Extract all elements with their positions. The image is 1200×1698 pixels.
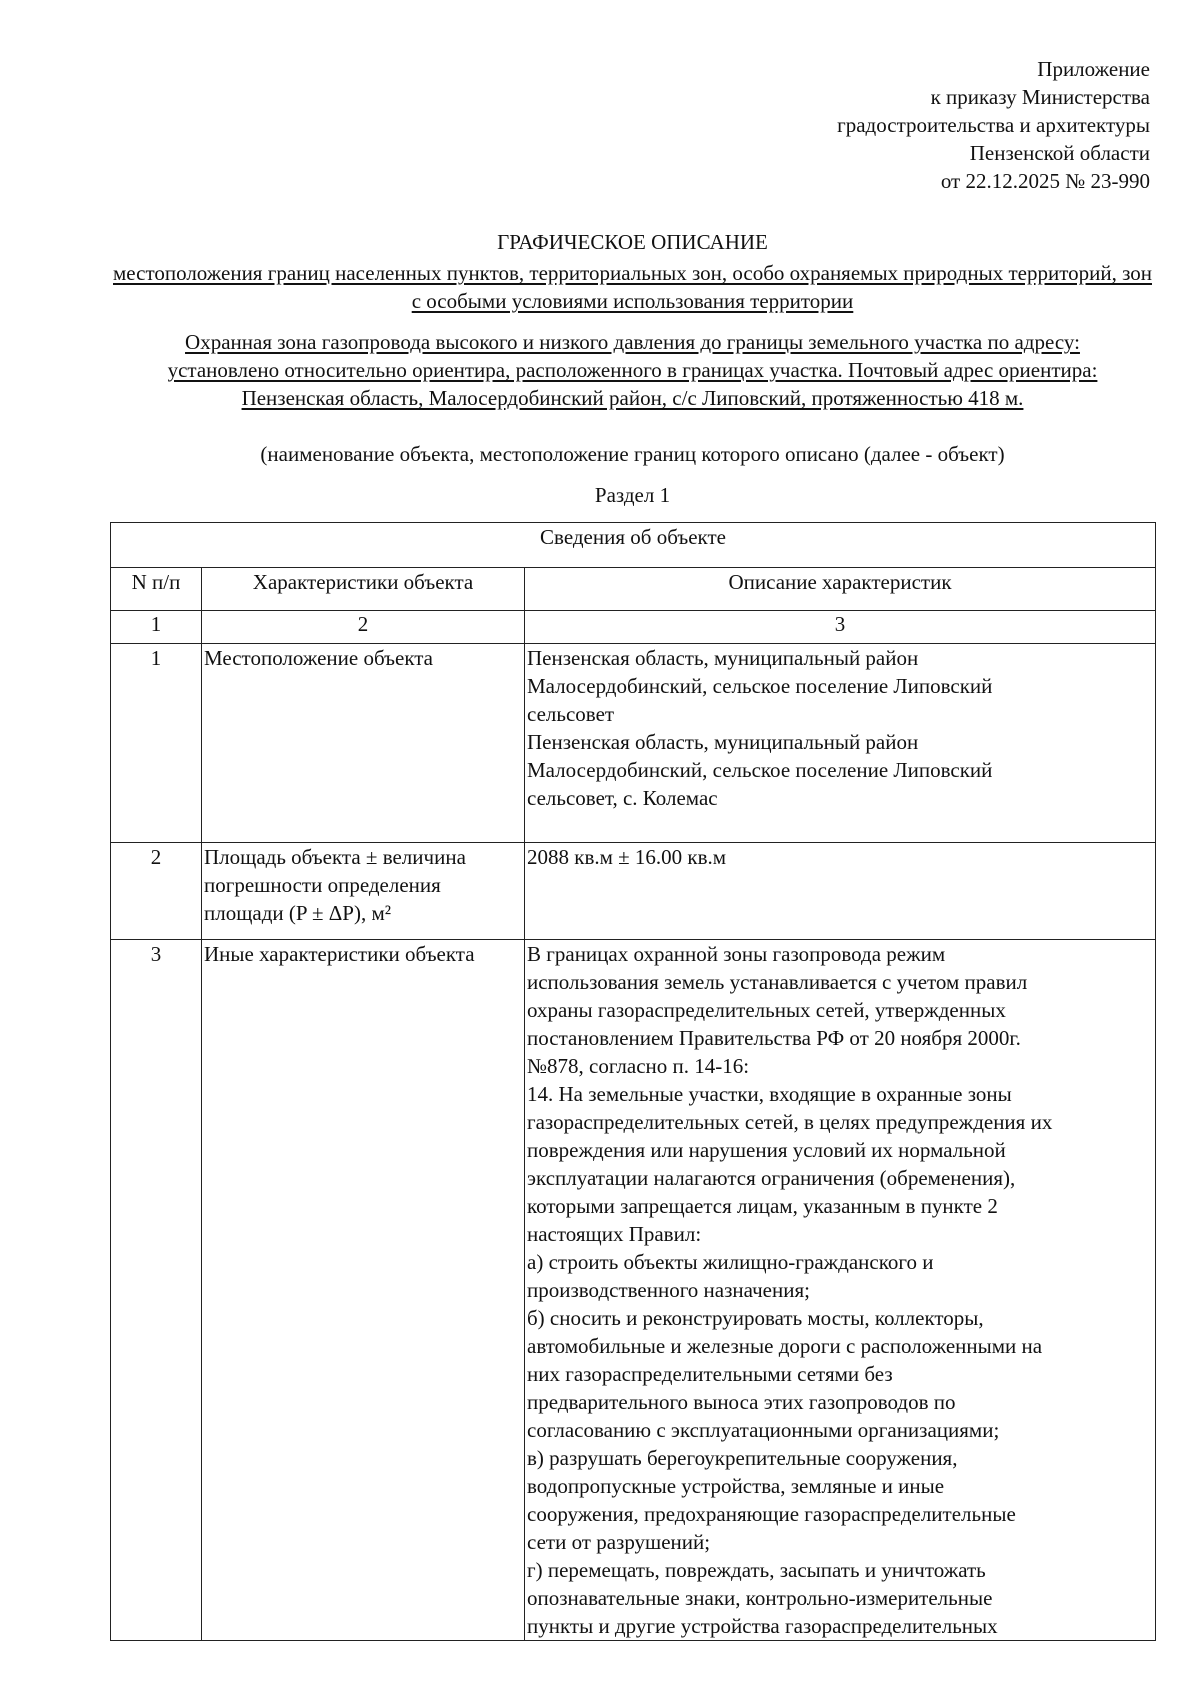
description-line: 2088 кв.м ± 16.00 кв.м (527, 845, 727, 869)
description-line: б) сносить и реконструировать мосты, коллекторы, (527, 1306, 984, 1330)
appendix-block (837, 55, 1150, 195)
description-line: производственного назначения; (527, 1278, 810, 1302)
description-line: В границах охранной зоны газопровода режим (527, 942, 946, 966)
appendix-line: Пензенской области (969, 141, 1150, 165)
row-description (525, 940, 1156, 1641)
description-line: использования земель устанавливается с учетом правил (527, 970, 1028, 994)
column-number: 1 (111, 611, 202, 644)
description-line: водопропускные устройства, земляные и иные (527, 1474, 945, 1498)
description-line: сооружения, предохраняющие газораспределительные (527, 1502, 1016, 1526)
column-number: 2 (202, 611, 525, 644)
description-line: Пензенская область, муниципальный район (527, 730, 919, 754)
description-line: г) перемещать, повреждать, засыпать и уничтожать (527, 1558, 986, 1582)
description-line: Пензенская область, муниципальный район (527, 646, 919, 670)
document-subtitle: местоположения границ населенных пунктов, территориальных зон, особо охраняемых природных территорий, зон с особыми условиями использования территории (113, 261, 1152, 313)
section-label: Раздел 1 (594, 483, 671, 507)
description-line: в) разрушать берегоукрепительные сооружения, (527, 1446, 958, 1470)
row-characteristic: Иные характеристики объекта (202, 940, 525, 1641)
table-header-row (111, 568, 1156, 611)
description-line: охраны газораспределительных сетей, утвержденных (527, 998, 1006, 1022)
description-line: сети от разрушений; (527, 1530, 711, 1554)
row-number: 3 (111, 940, 202, 1641)
description-line: Малосердобинский, сельское поселение Липовский (527, 758, 993, 782)
characteristic-line: площади (P ± ΔP), м² (204, 901, 392, 925)
header-number: N п/п (111, 568, 202, 611)
description-line: эксплуатации налагаются ограничения (обременения), (527, 1166, 1016, 1190)
description-line: сельсовет, с. Колемас (527, 786, 718, 810)
row-description (525, 644, 1156, 843)
row-characteristic (202, 843, 525, 940)
appendix-line: от 22.12.2025 № 23-990 (940, 169, 1150, 193)
table-row (111, 644, 1156, 843)
column-number-row (111, 611, 1156, 644)
description-line: №878, согласно п. 14-16: (527, 1054, 750, 1078)
description-line: предварительного выноса этих газопроводов по (527, 1390, 956, 1414)
table-caption: Сведения об объекте (111, 523, 1156, 568)
description-line: сельсовет (527, 702, 615, 726)
header-characteristic: Характеристики объекта (202, 568, 525, 611)
row-number: 2 (111, 843, 202, 940)
appendix-line: к приказу Министерства (930, 85, 1150, 109)
row-description (525, 843, 1156, 940)
description-line: 14. На земельные участки, входящие в охранные зоны (527, 1082, 1012, 1106)
appendix-line: Приложение (1037, 57, 1150, 81)
header-description: Описание характеристик (525, 568, 1156, 611)
characteristic-line: Площадь объекта ± величина (204, 845, 466, 869)
description-line: автомобильные и железные дороги с расположенными на (527, 1334, 1043, 1358)
description-line: них газораспределительными сетями без (527, 1362, 893, 1386)
description-line: пункты и другие устройства газораспределительных (527, 1614, 998, 1638)
column-number: 3 (525, 611, 1156, 644)
description-line: которыми запрещается лицам, указанным в пункте 2 (527, 1194, 998, 1218)
description-line: повреждения или нарушения условий их нормальной (527, 1138, 1006, 1162)
object-info-table (110, 522, 1156, 1641)
description-line: опознавательные знаки, контрольно-измерительные (527, 1586, 993, 1610)
description-line: настоящих Правил: (527, 1222, 702, 1246)
description-line: постановлением Правительства РФ от 20 ноября 2000г. (527, 1026, 1021, 1050)
appendix-line: градостроительства и архитектуры (837, 113, 1150, 137)
row-number: 1 (111, 644, 202, 843)
characteristic-line: погрешности определения (204, 873, 441, 897)
row-characteristic: Местоположение объекта (202, 644, 525, 843)
table-row (111, 843, 1156, 940)
description-line: Малосердобинский, сельское поселение Липовский (527, 674, 993, 698)
table-caption-row (111, 523, 1156, 568)
object-caption: (наименование объекта, местоположение границ которого описано (далее - объект) (260, 442, 1005, 466)
description-line: а) строить объекты жилищно-гражданского и (527, 1250, 934, 1274)
object-name: Охранная зона газопровода высокого и низкого давления до границы земельного участка по адресу: установлено относительно ориентира, расположенного в границах участка. Почтовый адрес ориентира: Пензенская область, Малосердобинский район, с/с Липовский, протяженностью 418 м. (167, 330, 1098, 410)
table-row (111, 940, 1156, 1641)
description-line: согласованию с эксплуатационными организациями; (527, 1418, 1000, 1442)
document-title: ГРАФИЧЕСКОЕ ОПИСАНИЕ (497, 230, 768, 254)
description-line: газораспределительных сетей, в целях предупреждения их (527, 1110, 1053, 1134)
